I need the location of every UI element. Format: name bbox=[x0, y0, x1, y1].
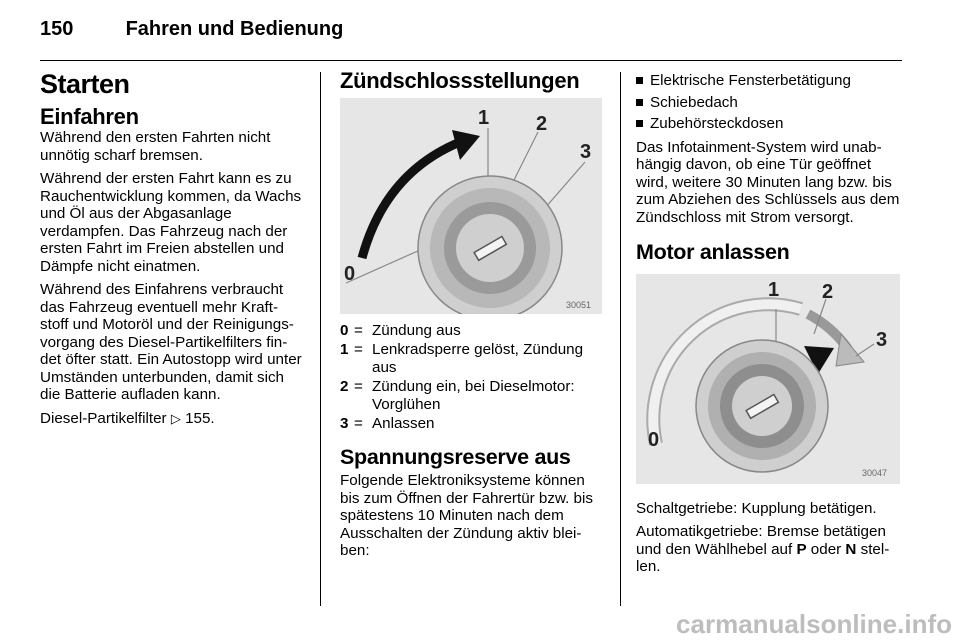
gear-p: P bbox=[796, 540, 807, 558]
section-title-starten: Starten bbox=[40, 69, 130, 99]
header-rule bbox=[40, 60, 902, 61]
legend-text: Zündung aus bbox=[372, 321, 461, 339]
xref-text: Diesel-Partikelfilter bbox=[40, 409, 167, 427]
fig1-label-1: 1 bbox=[478, 106, 490, 129]
column-divider-right bbox=[620, 72, 621, 606]
fig2-label-2: 2 bbox=[822, 280, 834, 303]
legend-key: 0 bbox=[340, 321, 349, 339]
page-number: 150 bbox=[40, 18, 74, 40]
legend-eq: = bbox=[354, 415, 363, 432]
fig1-label-2: 2 bbox=[536, 112, 548, 135]
fig2-label-1: 1 bbox=[768, 278, 780, 301]
legend-row bbox=[340, 322, 606, 340]
legend-text: Zündung ein, bei Dieselmotor: Vorglühen bbox=[372, 378, 575, 413]
paragraph-automatic-gearbox bbox=[636, 523, 902, 576]
xref-arrow-icon[interactable]: ▷ bbox=[170, 410, 181, 426]
list-item: Zubehörsteckdosen bbox=[636, 115, 902, 133]
legend-row bbox=[340, 378, 606, 413]
xref-line bbox=[40, 410, 306, 428]
subsection-title-einfahren: Einfahren bbox=[40, 103, 139, 129]
fig1-label-0: 0 bbox=[344, 262, 356, 285]
fig1-code: 30051 bbox=[566, 299, 592, 310]
section-title-zuendschloss: Zündschlossstellungen bbox=[340, 68, 580, 93]
auto-text-mid: oder bbox=[806, 540, 846, 558]
ignition-legend bbox=[340, 322, 606, 433]
legend-key: 1 bbox=[340, 341, 349, 358]
section-title-spannungsreserve: Spannungsreserve aus bbox=[340, 444, 571, 469]
auto-text-post: stel-len. bbox=[636, 540, 890, 575]
fig2-label-3: 3 bbox=[876, 328, 888, 351]
fig2-code: 30047 bbox=[862, 467, 888, 478]
systems-list bbox=[636, 72, 902, 133]
legend-eq: = bbox=[354, 341, 363, 358]
legend-key: 2 bbox=[340, 378, 349, 395]
list-item: Schiebedach bbox=[636, 94, 902, 112]
legend-text: Anlassen bbox=[372, 415, 435, 432]
legend-eq: = bbox=[354, 321, 363, 339]
column-divider-left bbox=[320, 72, 321, 606]
gear-n: N bbox=[845, 540, 857, 558]
auto-text-pre: Automatikgetriebe: Bremse betätigen und den Wählhebel auf bbox=[636, 523, 886, 558]
legend-key: 3 bbox=[340, 415, 349, 432]
xref-page[interactable]: 155. bbox=[185, 409, 215, 427]
fig2-label-0: 0 bbox=[648, 428, 660, 451]
ignition-figure bbox=[340, 98, 606, 314]
legend-row bbox=[340, 415, 606, 433]
watermark: carmanualsonline.info bbox=[676, 609, 952, 639]
left-column bbox=[40, 69, 306, 433]
paragraph-manual-gearbox: Schaltgetriebe: Kupplung betätigen. bbox=[636, 499, 877, 517]
list-item: Elektrische Fensterbetätigung bbox=[636, 72, 902, 90]
paragraph-brakes: Während den ersten Fahrten nicht unnötig scharf bremsen. bbox=[40, 129, 271, 164]
engine-start-illustration bbox=[636, 274, 900, 484]
right-column bbox=[636, 72, 902, 582]
section-title-motor-anlassen: Motor anlassen bbox=[636, 240, 790, 264]
ignition-switch-illustration bbox=[340, 98, 602, 314]
paragraph-run-in: Während des Einfahrens verbraucht das Fahrzeug eventuell mehr Kraft-stoff und Motoröl und der Reinigungs-vorgang des Diesel-Partikelfilters fin-det öfter statt. Ein Autostopp wird unter Umständen unterbunden, damit sich die Batterie aufladen kann. bbox=[40, 281, 302, 403]
chapter-title: Fahren und Bedienung bbox=[125, 18, 344, 40]
middle-column bbox=[340, 68, 606, 566]
start-figure bbox=[636, 274, 902, 484]
paragraph-infotainment: Das Infotainment-System wird unab-hängig davon, ob eine Tür geöffnet wird, weitere 30 Minuten lang bzw. bis zum Abziehen des Schlüssels aus dem Zündschloss mit Strom versorgt. bbox=[636, 138, 900, 226]
page-header bbox=[40, 18, 343, 41]
paragraph-spannungsreserve: Folgende Elektroniksysteme können bis zum Öffnen der Fahrertür bzw. bis spätestens 10 Minuten nach dem Ausschalten der Zündung aktiv blei-ben: bbox=[340, 472, 593, 559]
fig1-label-3: 3 bbox=[580, 140, 592, 163]
legend-eq: = bbox=[354, 378, 363, 395]
legend-text: Lenkradsperre gelöst, Zündung aus bbox=[372, 341, 584, 376]
paragraph-smoke: Während der ersten Fahrt kann es zu Rauchentwicklung kommen, da Wachs und Öl aus der Abgasanlage verdampfen. Das Fahrzeug nach der ersten Fahrt im Freien abstellen und Dämpfe nicht einatmen. bbox=[40, 170, 302, 275]
legend-row bbox=[340, 341, 606, 376]
